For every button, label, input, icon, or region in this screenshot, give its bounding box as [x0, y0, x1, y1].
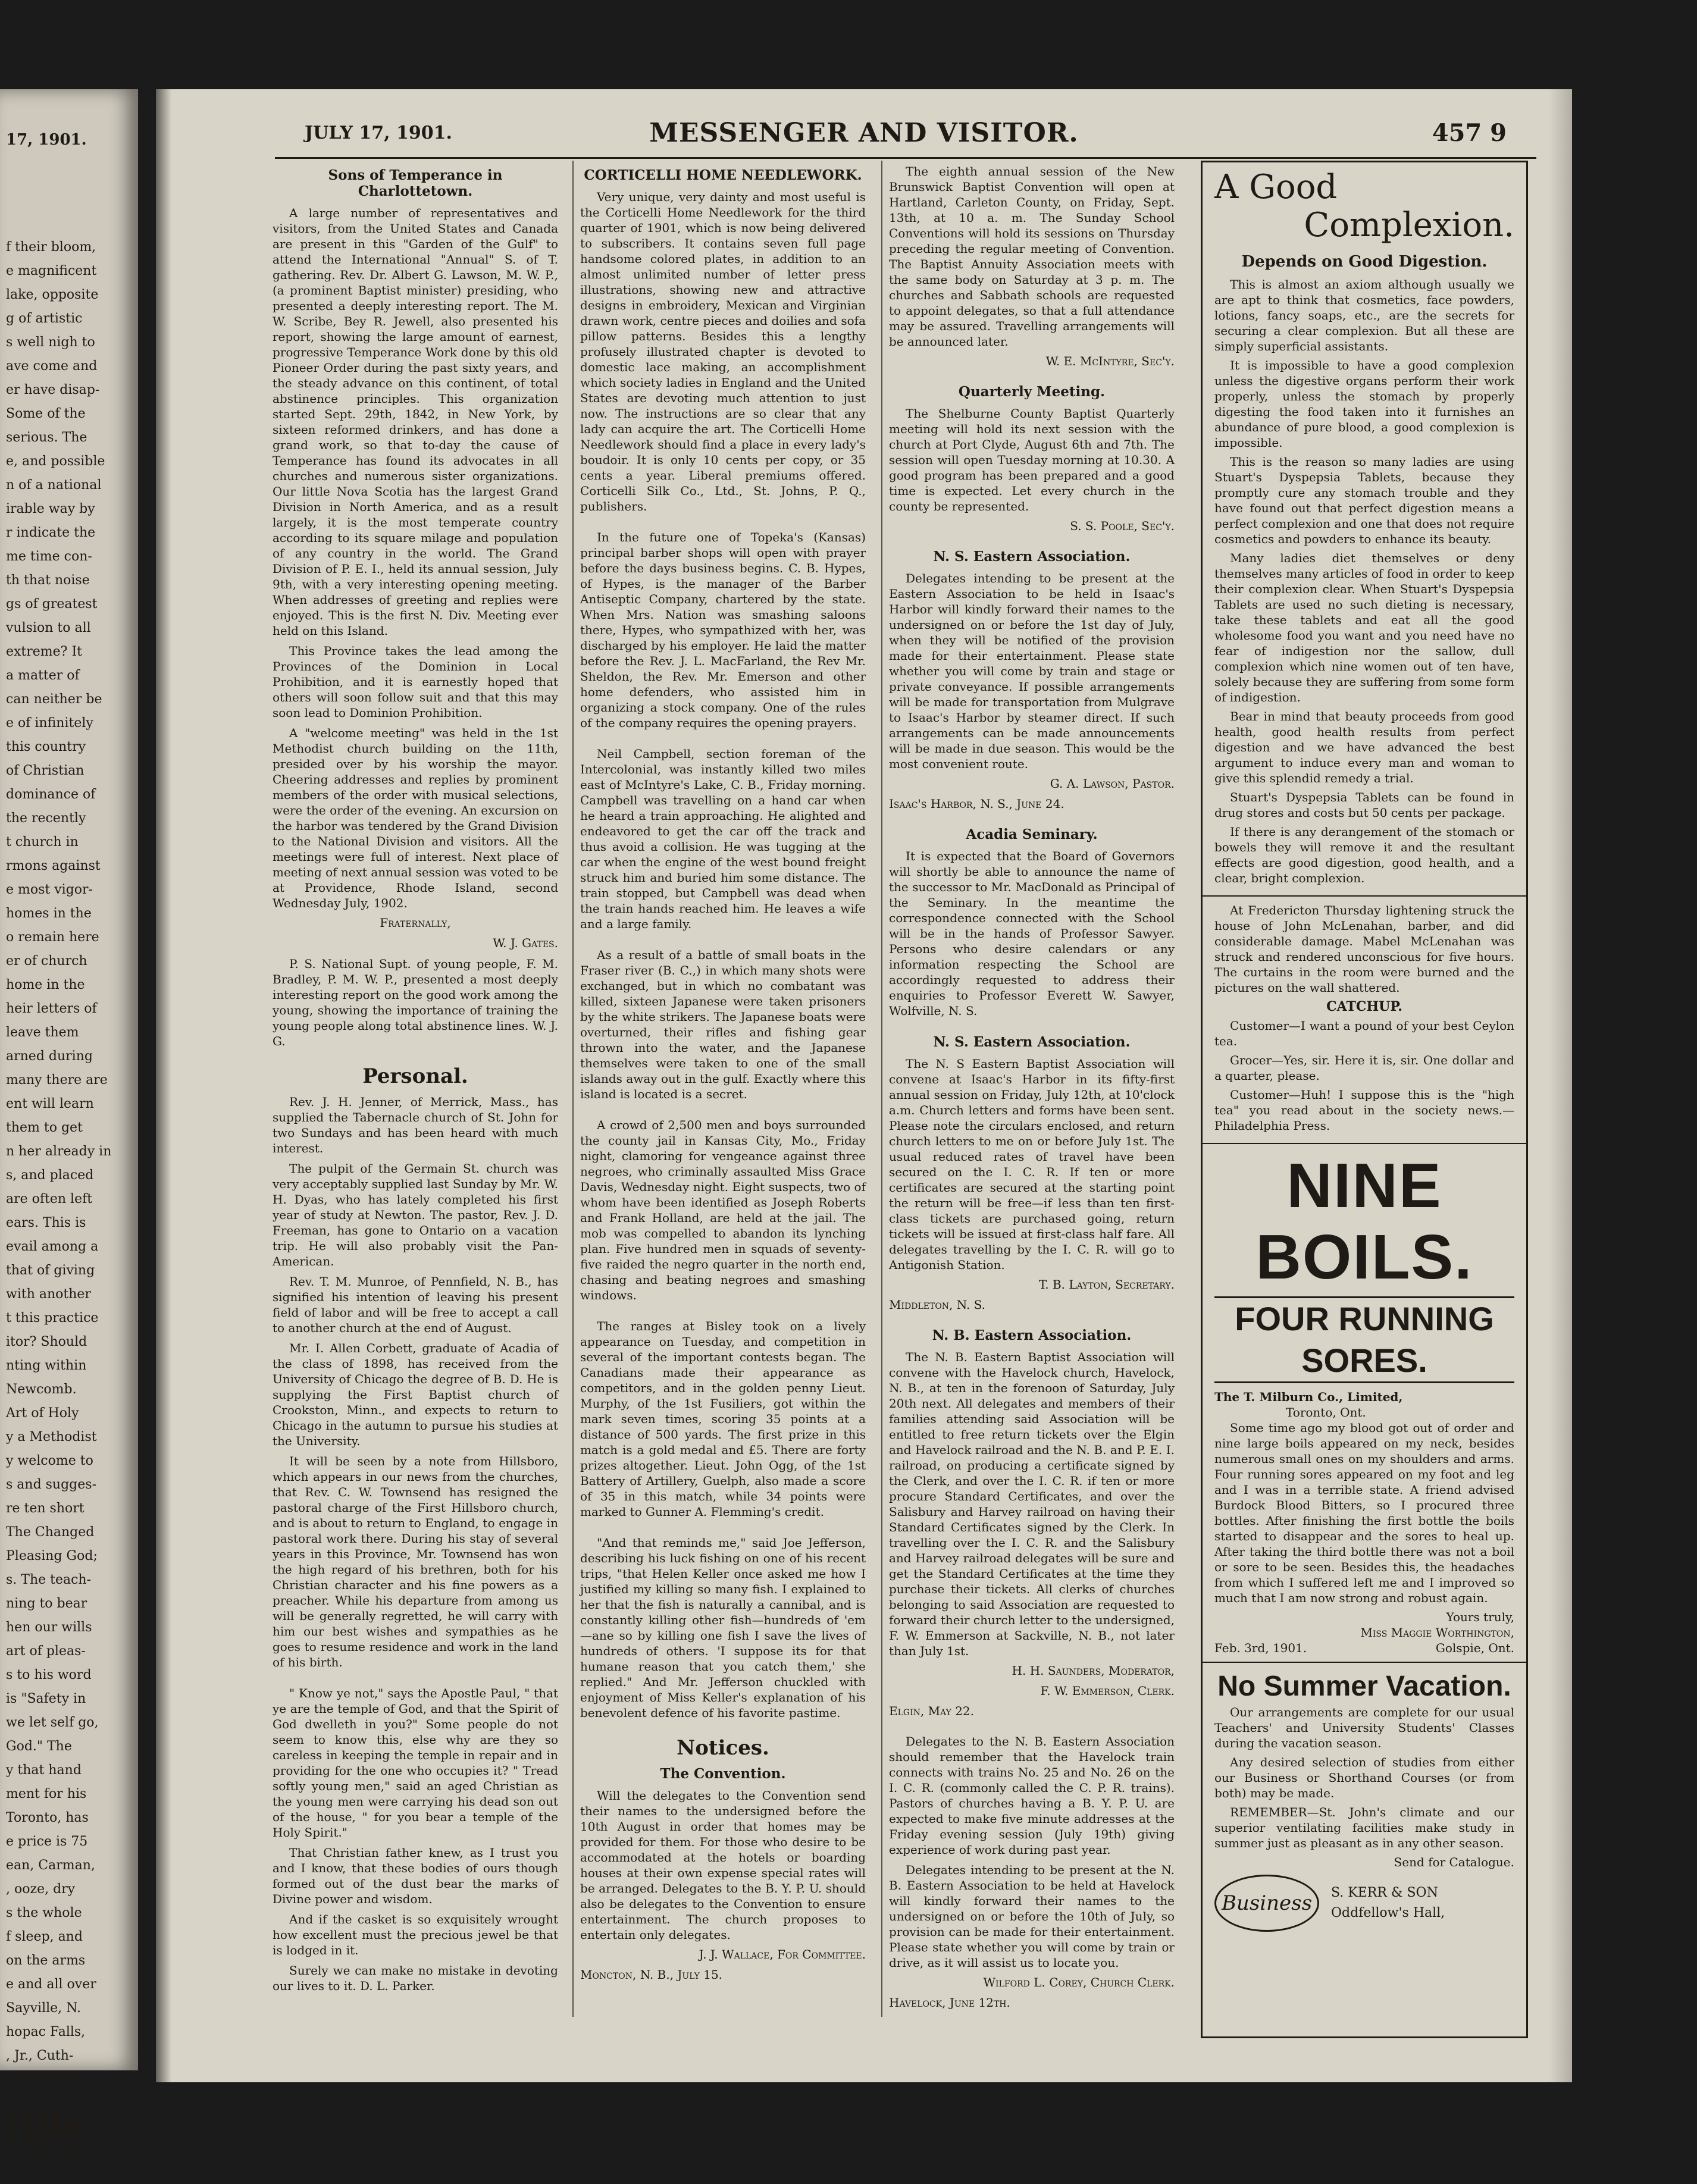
ad-hall: Oddfellow's Hall,: [1331, 1906, 1445, 1920]
previous-page-line: rmons against: [6, 858, 101, 873]
previous-page-line: gs of greatest: [6, 597, 98, 612]
ad-cta: Send for Catalogue.: [1394, 1855, 1514, 1869]
previous-page-line: f sleep, and: [6, 1929, 83, 1944]
signature: T. B. Layton, Secretary.: [1038, 1277, 1175, 1292]
article-paragraph: This Province takes the lead among the Provinces of the Dominion in Local Prohibition, and it is earnestly hoped that others will soon follow suit and that this may soon lead to Dominion Prohibition.: [273, 644, 558, 720]
previous-page-line: homes in the: [6, 906, 92, 921]
previous-page-line: s well nigh to: [6, 335, 95, 350]
ad-firm: S. KERR & SON: [1331, 1885, 1438, 1900]
previous-page-line: serious. The: [6, 430, 87, 445]
previous-page-line: hen our wills: [6, 1620, 92, 1635]
ad-paragraph: Many ladies diet themselves or deny themselves many articles of food in order to keep their complexion clear. When Stuart's Dyspepsia Tablets are used no such dieting is necessary, take these tablets and eat all the good wholesome food you want and you need have no fear of indigestion nor the sallow, dull complexion which nine women out of ten have, solely because they are suffering from some form of indigestion.: [1214, 551, 1514, 704]
article-quarterly-meeting: [889, 384, 1175, 533]
article-paragraph: The eighth annual session of the New Brunswick Baptist Convention will open at Hartland, Carleton County, on Friday, Sept. 13th, at 10 a. m. The Sunday School Conventions will hold its sessions on Thursday preceding the regular meeting of Convention. The Baptist Annuity Association meets with the same body on Saturday at 3 p. m. The churches and Sabbath schools are requested to appoint delegates, so that a full attendance may be assured. Travelling arrangements will be announced later.: [889, 164, 1175, 349]
column-1: [273, 164, 558, 2009]
previous-page-line: of Christian: [6, 763, 84, 778]
previous-page-line: eczema, by: [6, 2144, 80, 2158]
masthead-date: JULY 17, 1901.: [305, 123, 452, 143]
article-nb-delegates: [889, 1734, 1175, 2010]
previous-page-line: The Changed: [6, 1525, 95, 1540]
previous-page-line: the recently: [6, 811, 86, 826]
signature: J. J. Wallace, For Committee.: [699, 1947, 866, 1961]
signature: S. S. Poole, Sec'y.: [1070, 519, 1175, 533]
previous-page-line: me time con-: [6, 549, 92, 564]
previous-page-line: a matter of: [6, 668, 80, 683]
previous-page-line: f their bloom,: [6, 240, 96, 255]
ad-paragraph: Our arrangements are complete for our usual Teachers' and University Students' Classes during the vacation season.: [1214, 1705, 1514, 1750]
signature: W. J. Gates.: [493, 936, 558, 950]
previous-page-line: y a Methodist: [6, 1430, 97, 1444]
previous-page-line: y that hand: [6, 1763, 82, 1778]
article-paragraph: Delegates intending to be present at the N. B. Eastern Association to be held at Havelock will kindly forward their names to the undersigned on or before the 10th of July, so provision can be made for their entertainment. Please state whether you will come by train or drive, as it will assist us to locate you.: [889, 1863, 1175, 1970]
previous-page-line: e magnificent: [6, 264, 97, 278]
ad-headline: NINE BOILS.: [1255, 1151, 1473, 1292]
ad-footer: [1214, 1875, 1514, 1932]
ad-headline: No Summer Vacation.: [1217, 1671, 1511, 1702]
closing: Yours truly,: [1446, 1610, 1514, 1624]
ad-paragraph: It is impossible to have a good complexion unless the digestive organs perform their work properly, unless the stomach by properly digesting the food taken into it furnishes an abundance of pure blood, a good complexion is impossible.: [1214, 358, 1514, 450]
ad-headline: A Good: [1214, 168, 1338, 206]
previous-page-line: n of a national: [6, 478, 102, 493]
ad-place: Golspie, Ont.: [1435, 1641, 1514, 1655]
signature: Wilford L. Corey, Church Clerk.: [983, 1975, 1175, 1989]
article-campbell: [580, 746, 866, 932]
news-fredericton: [1203, 897, 1526, 1144]
article-paragraph: Neil Campbell, section foreman of the Intercolonial, was instantly killed two miles east of McIntyre's Lake, C. B., Friday morning. Campbell was travelling on a hand car when he heard a train approaching. He alighted and endeavored to get the car off the track and thus avoid a collision. He was tugging at the car when the engine of the west bound freight struck him and buried him some distance. The train stopped, but Campbell was dead when the train hands reached him. He leaves a wife and a large family.: [580, 747, 866, 931]
previous-page-line: home in the: [6, 977, 85, 992]
previous-page-line: re ten short: [6, 1501, 84, 1516]
article-topeka: [580, 529, 866, 731]
article-paragraph: Rev. T. M. Munroe, of Pennfield, N. B., has signified his intention of leaving his present field of labor and will be free to accept a call to another church at the end of August.: [273, 1274, 558, 1335]
column-divider: [572, 161, 574, 2017]
previous-page-line: t church in: [6, 835, 79, 850]
previous-page-line: itor? Should: [6, 1334, 87, 1349]
article-paragraph: The N. S Eastern Baptist Association will convene at Isaac's Harbor in its fifty-first annual session on Friday, July 12th, at 10'clock a.m. Church letters and forms have been sent. Please note the circulars enclosed, and return church letters to me on or before July 1st. The usual reduced rates of travel have been secured on the I. C. R. If ten or more certificates are secured at the starting point the return will be free—if less than ten first-class tickets are purchased going, return tickets will be issued at first-class half fare. All delegates travelling by the I. C. R. will go to Antigonish Station.: [889, 1057, 1175, 1272]
article-paragraph: Mr. I. Allen Corbett, graduate of Acadia of the class of 1898, has received from the University of Chicago the degree of B. D. He is supplying the First Baptist church of Crookston, Minn., and expects to return to Chicago in the autumn to pursue his studies at the University.: [273, 1341, 558, 1448]
previous-page-line: ave come and: [6, 359, 98, 374]
page-gutter-shadow: [156, 89, 171, 2082]
article-sons-of-temperance: [273, 167, 558, 1049]
previous-page-line: evail among a: [6, 1239, 99, 1254]
article-paragraph: It is expected that the Board of Governors will shortly be able to announce the name of the successor to Mr. MacDonald as Principal of the Seminary. In the meantime the correspondence connected with the School will be in the hands of Professor Sawyer. Persons who desire calendars or any information respecting the School are accordingly requested to address their enquiries to Professor Everett W. Sawyer, Wolfville, N. S.: [889, 849, 1175, 1018]
article-subtitle: The Convention.: [660, 1766, 786, 1782]
place-date: Elgin, May 22.: [889, 1704, 975, 1718]
article-title: N. S. Eastern Association.: [933, 1034, 1131, 1050]
previous-page-line: e price is 75: [6, 1834, 88, 1849]
previous-page-line: e and all over: [6, 1977, 96, 1992]
previous-page-line: s to his word: [6, 1668, 92, 1682]
article-paragraph: "And that reminds me," said Joe Jefferson, describing his luck fishing on one of his recent trips, "that Helen Keller once asked me how I justified my killing so many fish. I explained to her that the fish is naturally a cannibal, and is constantly killing other fish—hundreds of 'em—ane so by killing one fish I save the lives of hundreds of others. 'I suppose its for that humane reason that you catch them,' she replied." And Mr. Jefferson chuckled with enjoyment of Miss Keller's explanation of his benevolent defence of his favorite pastime.: [580, 1536, 866, 1720]
previous-page-line: rilla: [6, 2107, 83, 2147]
ad-paragraph: Some time ago my blood got out of order and nine large boils appeared on my neck, besides numerous small ones on my shoulders and arms. Four running sores appeared on my foot and leg and I was in a terrible state. A friend advised Burdock Blood Bitters, so I procured three bottles. After finishing the first bottle the boils started to disappear and the sores to heal up. After taking the third bottle there was not a boil or sore to be seen. Besides this, the headaches from which I suffered left me and I improved so much that I am now strong and robust again.: [1214, 1421, 1514, 1605]
previous-page-line: lake, opposite: [6, 287, 99, 302]
previous-page-line: Some of the: [6, 406, 86, 421]
article-paragraph: And if the casket is so exquisitely wrought how excellent must the precious jewel be that is lodged in it.: [273, 1912, 558, 1957]
previous-page-line: Pleasing God;: [6, 1549, 98, 1563]
previous-page-line: t this practice: [6, 1311, 99, 1326]
article-paragraph: The ranges at Bisley took on a lively appearance on Tuesday, and competition in several of the important contests began. The Canadians made their appearance as competitors, and in the golden penny Lieut. Murphy, of the 1st Fusiliers, got within the mark seven times, scoring 35 points at a distance of 500 yards. The first prize in this match is a gold medal and £5. There are forty prizes altogether. Lieut. John Ogg, of the 1st Battery of Artillery, Guelph, also made a score of 35 in this match, while 34 points were marked to Gunner A. Flemming's credit.: [580, 1319, 866, 1519]
ad-dateline: [1214, 1640, 1514, 1656]
article-paragraph: A "welcome meeting" was held in the 1st Methodist church building on the 11th, presided over by his worship the mayor. Cheering addresses and replies by prominent members of the order with musical selections, were the order of the evening. An excursion on the harbor was tendered by the Grand Division to the National Division and visitors. All the meetings were full of interest. Next place of meeting of next annual session was voted to be at Providence, Rhode Island, second Wednesday July, 1902.: [273, 726, 558, 910]
previous-page-line: with another: [6, 1287, 91, 1302]
masthead: [156, 118, 1572, 153]
previous-page-line: uilds up the: [6, 2167, 84, 2182]
signature: G. A. Lawson, Pastor.: [1050, 776, 1175, 791]
previous-page-line: s, and placed: [6, 1168, 94, 1183]
previous-page-line: o remain here: [6, 930, 99, 945]
previous-page-line: ean, Carman,: [6, 1858, 95, 1873]
article-title: N. B. Eastern Association.: [932, 1327, 1132, 1343]
previous-page-line: Newcomb.: [6, 1382, 77, 1397]
previous-page-line: e most vigor-: [6, 882, 93, 897]
place-date: Middleton, N. S.: [889, 1298, 986, 1312]
previous-page-line: them to get: [6, 1120, 83, 1135]
ad-paragraph: Bear in mind that beauty proceeds from good health, good health results from perfect digestion and we have advanced the best argument to induce every man and woman to give this splendid remedy a trial.: [1214, 709, 1514, 785]
article-kansas-city: [580, 1117, 866, 1303]
article-title: Acadia Seminary.: [966, 826, 1098, 842]
signature: H. H. Saunders, Moderator,: [1012, 1663, 1175, 1678]
ad-nine-boils: [1203, 1144, 1526, 1663]
ad-paragraph: This is the reason so many ladies are using Stuart's Dyspepsia Tablets, because they promptly cure any stomach trouble and they have found out that perfect digestion means a perfect complexion and one that does not require cosmetics and powders to enhance its beauty.: [1214, 455, 1514, 546]
section-title: Notices.: [677, 1736, 769, 1760]
article-title: Sons of Temperance in Charlottetown.: [328, 167, 503, 199]
article-notices: [580, 1736, 866, 1982]
previous-page-line: s. The teach-: [6, 1572, 92, 1587]
previous-page-line: e of infinitely: [6, 716, 93, 731]
previous-page-fragment: [0, 89, 138, 2182]
signature: F. W. Emmerson, Clerk.: [1040, 1684, 1175, 1698]
article-paragraph: The Shelburne County Baptist Quarterly meeting will hold its next session with the church at Port Clyde, August 6th and 7th. The session will open Tuesday morning at 10.30. A good program has been prepared and a good time is expected. Let every church in the county be represented.: [889, 406, 1175, 513]
ad-paragraph: Grocer—Yes, sir. Here it is, sir. One dollar and a quarter, please.: [1214, 1053, 1514, 1083]
ad-date: Feb. 3rd, 1901.: [1214, 1641, 1307, 1655]
article-paragraph: Delegates intending to be present at the Eastern Association to be held in Isaac's Harbor will kindly forward their names to the undersigned on or before the 1st day of July, when they will be notified of the provision made for their entertainment. Please state whether you will come by train and stage or private conveyance. If possible arrangements will be made for transportation from Mulgrave to Isaac's Harbor by steamer direct. If such arrangements can be made announcements will be made in due season. This would be the most convenient route.: [889, 571, 1175, 771]
article-paragraph: Very unique, very dainty and most useful is the Corticelli Home Needlework for the third quarter of 1901, which is now being delivered to subscribers. It contains seven full page handsome colored plates, in addition to an almost unlimited number of letter press illustrations, showing new and attractive designs in embroidery, Mexican and Virginian drawn work, centre pieces and doilies and sofa pillow patterns. Besides this a lengthy profusely illustrated chapter is devoted to domestic lace making, an accomplishment which society ladies in England and the United States are devoting much attention to just now. The instructions are so clear that any lady can acquire the art. The Corticelli Home Needlework should find a place in every lady's boudoir. It is only 10 cents per copy, or 35 cents a year. Liberal premiums offered. Corticelli Silk Co., Ltd., St. Johns, P. Q., publishers.: [580, 190, 866, 513]
article-corticelli: [580, 167, 866, 514]
ad-paragraph: Stuart's Dyspepsia Tablets can be found in drug stores and costs but 50 cents per package.: [1214, 790, 1514, 820]
previous-page-line: n her already in: [6, 1144, 112, 1159]
previous-page-line: er of church: [6, 954, 87, 969]
previous-page-line: Sayville, N.: [6, 2001, 81, 2016]
previous-page-line: this country: [6, 740, 86, 754]
page-number: 457 9: [1432, 119, 1507, 147]
ad-address: The T. Milburn Co., Limited,: [1214, 1390, 1403, 1404]
previous-page-line: vulsion to all: [6, 621, 91, 635]
previous-page-line: hopac Falls,: [6, 2025, 86, 2039]
previous-page-line: Art of Holy: [6, 1406, 79, 1421]
previous-page-line: ent will learn: [6, 1096, 94, 1111]
previous-page-line: leave them: [6, 1025, 79, 1040]
previous-page-line: g of artistic: [6, 311, 83, 326]
signature: Miss Maggie Worthington,: [1360, 1625, 1514, 1640]
masthead-rule: [275, 157, 1536, 159]
ad-paragraph: REMEMBER—St. John's climate and our superior ventilating facilities make study in summer just as pleasant as in any other season.: [1214, 1805, 1514, 1850]
article-ns-eastern-1: [889, 549, 1175, 811]
business-college-logo: Business: [1214, 1875, 1319, 1932]
previous-page-line: nting within: [6, 1358, 87, 1373]
ad-paragraph: Any desired selection of studies from either our Business or Shorthand Courses (or from both) may be made.: [1214, 1755, 1514, 1800]
signature: W. E. McIntyre, Sec'y.: [1045, 354, 1175, 368]
article-jefferson: [580, 1535, 866, 1721]
previous-page-line: s the whole: [6, 1906, 82, 1920]
article-paragraph: " Know ye not," says the Apostle Paul, " that ye are the temple of God, and that the Spirit of God dwelleth in you?" Some people do not seem to know this, else why are they so careless in keeping the temple in repair and in providing for the one who occupies it? " Tread softly young men," said an aged Christian as the young men were carrying his dead son out of the house, " for you bear a temple of the Holy Spirit.": [273, 1686, 558, 1840]
article-bisley: [580, 1318, 866, 1519]
ad-subhead: CATCHUP.: [1326, 999, 1402, 1014]
ad-headline: FOUR RUNNING SORES.: [1214, 1296, 1514, 1383]
previous-page-line: we let self go,: [6, 1715, 99, 1730]
column-divider: [881, 161, 882, 2017]
previous-page-line: extreme? It: [6, 644, 83, 659]
article-nb-convention: [889, 164, 1175, 368]
previous-page-line: er have disap-: [6, 383, 100, 397]
article-title: CORTICELLI HOME NEEDLEWORK.: [584, 167, 862, 183]
article-paragraph: As a result of a battle of small boats in the Fraser river (B. C.,) in which many shots were exchanged, but in which no combatant was killed, sixteen Japanese were taken prisoners by the white strikers. The Japanese boats were overturned, their rifles and fishing gear thrown into the water, and the Japanese themselves were taken to one of the small islands away out in the gulf. Exactly where this island is located is a secret.: [580, 948, 866, 1101]
previous-page-line: that of giving: [6, 1263, 95, 1278]
previous-page-line: th that noise: [6, 573, 90, 588]
article-paragraph: Delegates to the N. B. Eastern Association should remember that the Havelock train connects with trains No. 25 and No. 26 on the I. C. R. (commonly called the C. P. R. trains). Pastors of churches having a B. Y. P. U. are expected to make five minute addresses at the Friday evening session (July 19th) giving experience of work during past year.: [889, 1734, 1175, 1857]
column-2: [580, 164, 866, 1997]
previous-page-line: , ooze, dry: [6, 1882, 76, 1897]
ad-paragraph: This is almost an axiom although usually we are apt to think that cosmetics, face powders, lotions, fancy soaps, etc., are the secrets for securing a clear complexion. But all these are simply superficial assistants.: [1214, 277, 1514, 353]
place-date: Havelock, June 12th.: [889, 1995, 1010, 2010]
ad-paragraph: Customer—Huh! I suppose this is the "high tea" you read about in the society news.—Philadelphia Press.: [1214, 1088, 1514, 1133]
previous-page-header: 17, 1901.: [6, 131, 87, 149]
article-temple: [273, 1685, 558, 1994]
ad-no-summer-vacation: [1203, 1663, 1526, 1938]
article-fraser-river: [580, 947, 866, 1102]
ad-paragraph: At Fredericton Thursday lightening struck the house of John McLenahan, barber, and did considerable damage. Mabel McLenahan was struck and rendered unconscious for five hours. The curtains in the room were burned and the pictures on the wall shattered.: [1214, 903, 1514, 995]
article-paragraph: The N. B. Eastern Baptist Association will convene with the Havelock church, Havelock, N. B., at ten in the forenoon of Saturday, July 20th next. All delegates and members of their families attending said Association will be entitled to free return tickets over the Elgin and Havelock railroad and the N. B. and P. E. I. railroad, on producing a certificate signed by the Clerk, and over the I. C. R. if ten or more procure Standard Certificates, and over the Salisbury and Harvey railroad on having their Standard Certificates signed by the Clerk. In travelling over the I. C. R. and the Salisbury and Harvey railroad delegates will be sure and get the Standard Certificates at the time they purchase their tickets. All clerks of churches belonging to said Association are requested to forward their church letter to the undersigned, F. W. Emmerson at Sackville, N. B., not later than July 1st.: [889, 1350, 1175, 1658]
closing: Fraternally,: [380, 916, 451, 930]
previous-page-line: cured by: [6, 2096, 64, 2111]
previous-page-line: many there are: [6, 1073, 108, 1088]
ad-subhead: Depends on Good Digestion.: [1241, 253, 1488, 271]
section-title: Personal.: [362, 1064, 468, 1088]
previous-page-line: ment for his: [6, 1787, 87, 1801]
ad-firm-block: [1331, 1883, 1445, 1923]
previous-page-line: are often left: [6, 1192, 93, 1207]
masthead-title: MESSENGER AND VISITOR.: [649, 118, 1079, 148]
article-title: Quarterly Meeting.: [958, 384, 1106, 400]
article-paragraph: It will be seen by a note from Hillsboro, which appears in our news from the churches, that Rev. C. W. Townsend has resigned the pastoral charge of the First Hillsboro church, and is about to return to England, to engage in pastoral work there. During his stay of several years in this Province, Mr. Townsend has won the high regard of his brethren, both for his Christian character and his fine powers as a preacher. While his departure from among us will be generally regretted, he will carry with him our best wishes and sympathies as he goes to resume residence and work in the land of his birth.: [273, 1454, 558, 1669]
article-paragraph: Surely we can make no mistake in devoting our lives to it. D. L. Parker.: [273, 1963, 558, 1993]
previous-page-line: ears. This is: [6, 1215, 86, 1230]
article-paragraph: Rev. J. H. Jenner, of Merrick, Mass., has supplied the Tabernacle church of St. John for two Sundays and has been heard with much interest.: [273, 1095, 558, 1155]
previous-page-line: dominance of: [6, 787, 96, 802]
previous-page-line: can neither be: [6, 692, 102, 707]
article-paragraph: A crowd of 2,500 men and boys surrounded the county jail in Kansas City, Mo., Friday night, clamoring for vengeance against three negroes, who criminally assaulted Miss Grace Davis, Wednesday night. Eight suspects, two of whom have been identified as Joseph Roberts and Frank Holland, are held at the jail. The mob was compelled to abandon its lynching plan. Five hundred men in squads of seventy-five raided the negro quarter in the north end, chasing and beating negroes and smashing windows.: [580, 1118, 866, 1302]
previous-page-line: irable way by: [6, 502, 95, 516]
previous-page-line: on the arms: [6, 1953, 86, 1968]
article-personal: [273, 1064, 558, 1670]
article-paragraph: A large number of representatives and visitors, from the United States and Canada are present in this "Garden of the Gulf" to attend the International "Annual" S. of T. gathering. Rev. Dr. Albert G. Lawson, M. W. P., (a prominent Baptist minister) presiding, who presented a deeply interesting report. The M. W. Scribe, Bey R. Jewell, also presented his report, showing the large amount of earnest, progressive Temperance Work done by this old Pioneer Order during the past sixty years, and the steady advance on this continent, of total abstinence principles. This organization started Sept. 29th, 1842, in New York, by sixteen reformed drinkers, and has done a grand work, so that to-day the cause of Temperance has found its advocates in all churches and numerous sister organizations. Our little Nova Scotia has the largest Grand Division in North America, and as a result largely, it is the most temperate country according to its square milage and population of any country in the world. The Grand Division of P. E. I., held its annual session, July 9th, with a very interesting opening meeting. When addresses of greeting and replies were enjoyed. This is the first N. Div. Meeting ever held on this Island.: [273, 206, 558, 638]
place-date: Isaac's Harbor, N. S., June 24.: [889, 797, 1064, 811]
ad-headline: Complexion.: [1304, 206, 1514, 245]
column-3: [889, 164, 1175, 2025]
article-paragraph: Will the delegates to the Convention send their names to the undersigned before the 10th August in order that homes may be provided for them. For those who desire to be accommodated at the hotels or boarding houses at their own expense special rates will be arranged. Delegates to the B. Y. P. U. should also be delegates to the Convention to ensure entertainment. The church proposes to entertain only delegates.: [580, 1788, 866, 1942]
previous-page-line: arned during: [6, 1049, 93, 1064]
ad-paragraph: If there is any derangement of the stomach or bowels they will remove it and the resultant effects are good digestion, good health, and a clear, bright complexion.: [1214, 825, 1514, 885]
advertisement-column: [1201, 161, 1528, 2038]
previous-page-line: , Jr., Cuth-: [6, 2048, 74, 2063]
ad-good-complexion: [1203, 162, 1526, 897]
previous-page-line: e, and possible: [6, 454, 105, 469]
ad-address: Toronto, Ont.: [1286, 1405, 1366, 1420]
article-postscript: P. S. National Supt. of young people, F. M. Bradley, P. M. W. P., presented a most deeply interesting report on the good work among the young, showing the importance of training the young people along total abstinence lines. W. J. G.: [273, 957, 558, 1048]
previous-page-line: ning to bear: [6, 1596, 87, 1611]
previous-page-line: r indicate the: [6, 525, 96, 540]
previous-page-line: Toronto, has: [6, 1810, 89, 1825]
ad-paragraph: Customer—I want a pound of your best Ceylon tea.: [1214, 1019, 1514, 1048]
previous-page-line: God." The: [6, 1739, 72, 1754]
newspaper-page: [156, 89, 1572, 2082]
article-paragraph: That Christian father knew, as I trust you and I know, that these bodies of ours though formed out of the dust bear the marks of Divine power and wisdom.: [273, 1845, 558, 1906]
article-title: N. S. Eastern Association.: [933, 549, 1131, 565]
previous-page-line: s and sugges-: [6, 1477, 97, 1492]
article-acadia-seminary: [889, 826, 1175, 1019]
previous-page-line: art of pleas-: [6, 1644, 86, 1659]
previous-page-line: is "Safety in: [6, 1691, 86, 1706]
place-date: Moncton, N. B., July 15.: [580, 1967, 723, 1982]
previous-page-line: heir letters of: [6, 1001, 97, 1016]
article-nb-eastern: [889, 1327, 1175, 1718]
article-paragraph: In the future one of Topeka's (Kansas) principal barber shops will open with prayer before the days business begins. C. B. Hypes, of Hypes, is the manager of the Barber Antiseptic Company, chartered by the state. When Mrs. Nation was smashing saloons there, Hypes, who sympathized with her, was discharged by his employer. He laid the matter before the Rev. J. L. MacFarland, the Rev Mr. Sheldon, the Rev. Mr. Emerson and other home defenders, who assisted him in organizing a stock company. One of the rules of the company requires the opening prayers.: [580, 530, 866, 730]
previous-page-line: others, that: [6, 2072, 84, 2087]
article-paragraph: The pulpit of the Germain St. church was very acceptably supplied last Sunday by Mr. W. H. Dyas, who has lately completed his first year of study at Newton. The pastor, Rev. J. D. Freeman, has gone to Ontario on a vacation trip. He will also probably visit the Pan-American.: [273, 1161, 558, 1268]
previous-page-line: y welcome to: [6, 1453, 93, 1468]
article-ns-eastern-2: [889, 1034, 1175, 1312]
